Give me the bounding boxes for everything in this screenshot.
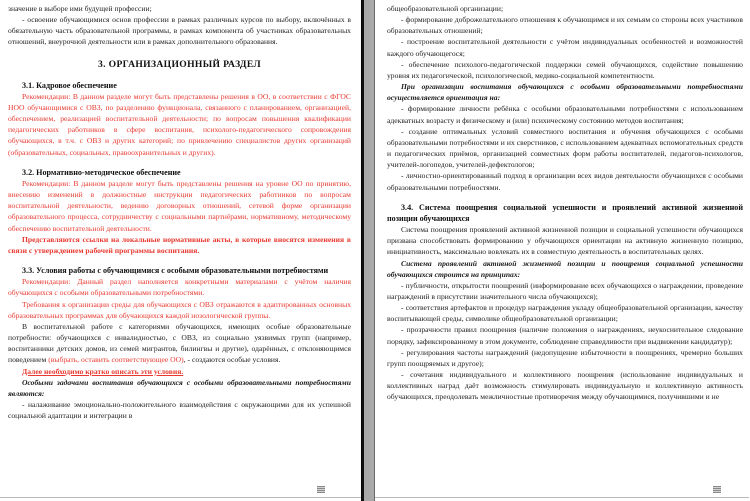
bullet-paragraph: - формирование личности ребёнка с особыми образовательными потребностями с использованием адекватных возрасту и физическому и (или) психическому состоянию методов воспитания; [387,104,743,125]
paragraph: общеобразовательной организации; [387,4,504,13]
subsection-heading-3-4: 3.4. Система поощрения социальной успешности и проявлений активной жизненной позиции обучающихся [387,202,743,223]
recommendation-paragraph: Рекомендации: В данном разделе могут быть представлены решения на уровне ОО по принятию, внесению изменений в должностные инструкции педагогических работников по вопросам воспитательной деятельности, ведению договорных отношений, сетевой форме организации образовательного процесса, сотрудничеству с социальными партнёрами, нормативному, методическому обеспечению воспитательной деятельности. [8,178,351,233]
categories-paragraph [8,321,351,366]
principles-lead: Система проявлений активной жизненной позиции и поощрения социальной успешности обучающихся строится на принципах: [387,258,743,279]
orientation-lead: При организации воспитания обучающихся с особыми образовательными потребностями осуществляется ориентация на: [387,82,743,103]
page-left-column [8,3,351,477]
paragraph: - освоение обучающимися основ профессии в рамках различных курсов по выбору, включённых в обязательную часть образовательной программы, в рамках компонента об участниках образовательных отношений, внеурочной деятельности или в рамках дополнительного образования. [8,15,351,47]
principle-item: - соответствия артефактов и процедур награждения укладу общеобразовательной организации, качеству воспитывающей среды, символике общеобразовательной организации; [387,303,743,324]
principle-item: - публичности, открытости поощрений (информирование всех обучающихся о награждении, проведение награждений в присутствии значительного числа обучающихся); [387,280,743,301]
categories-tail: , - создаются особые условия. [183,355,281,365]
page-bottom-edge [375,497,749,501]
subsection-heading-3-2: 3.2. Нормативно-методическое обеспечение [22,167,181,177]
page-number-left [317,486,325,493]
recommendation-paragraph: Рекомендации: В данном разделе могут быть представлены решения в ОО, в соответствии с ФГОС НОО обучающимися с ОВЗ, по разделению функционала, связанного с планированием, организацией, обеспечением, реализацией воспитательной деятельности; по вопросам повышения квалификации педагогических работников в сфере воспитания, психолого-педагогического сопровождения обучающихся, в т.ч. с ОВЗ и других категорий; по привлечению специалистов других организаций (образовательных, социальных, правоохранительных и других). [8,91,351,157]
bullet-paragraph: - создание оптимальных условий совместного воспитания и обучения обучающихся с особыми образовательными потребностями и их сверстников, с использованием адекватных вспомогательных средств и педагогических приёмов, организацией совместных форм работы воспитателей, педагогов-психологов, учителей-логопедов, учителей-дефектологов; [387,126,743,170]
special-tasks-lead: Особыми задачами воспитания обучающихся с особыми образовательными потребностями являются: [8,377,351,398]
paragraph: значение в выборе ими будущей профессии; [8,4,152,13]
principle-item: - сочетания индивидуального и коллективного поощрения (использование индивидуальных и коллективных наград даёт возможность стимулировать индивидуальную и коллективную активность обучающихся, преодолевать межличностные противоречия между обучающимися, получившими и не [387,370,743,402]
special-task-item: - налаживание эмоционально-положительного взаимодействия с окружающими для их успешной социальной адаптации и интеграции в [8,399,351,421]
page-right-column [387,3,743,477]
bullet-paragraph: - формирование доброжелательного отношения к обучающимся и их семьям со стороны всех участников образовательных отношений; [387,15,743,36]
section-heading: 3. ОРГАНИЗАЦИОННЫЙ РАЗДЕЛ [98,58,261,70]
recommendation-paragraph: Рекомендации: Данный раздел наполняется конкретными материалами с учётом наличия обучающихся с особыми образовательными потребностями. [8,277,351,298]
page-number-right [713,486,721,493]
categories-text: В воспитательной работе с категориями обучающихся, имеющих особые образовательные потребности: обучающихся с инвалидностью, с ОВЗ, из социально уязвимых групп (например, воспитанники детских домов, из семей мигрантов, билингвы и другие), одарённых, с отклоняющимся поведением [8,321,351,365]
local-acts-paragraph: Представляются ссылки на локальные нормативные акты, в которые вносятся изменения в связи с утверждением рабочей программы воспитания. [8,234,351,255]
subsection-heading-3-1: 3.1. Кадровое обеспечение [22,80,117,90]
describe-conditions-note: Далее необходимо кратко описать эти условия. [22,366,184,376]
page-right [375,0,749,501]
bullet-paragraph: - обеспечение психолого-педагогической поддержки семей обучающихся, содействие повышению уровня их педагогической, психологической, медико-социальной компетентности. [387,59,743,80]
subsection-heading-3-3: 3.3. Условия работы с обучающимися с особыми образовательными потребностями [22,266,329,276]
paragraph: Система поощрения проявлений активной жизненной позиции и социальной успешности обучающихся призвана способствовать формированию у обучающихся ориентации на активную жизненную позицию, инициативность, максимально вовлекать их в совместную деятельность в воспитательных целях. [387,225,743,257]
bullet-paragraph: - построение воспитательной деятельности с учётом индивидуальных особенностей и возможностей каждого обучающегося; [387,37,743,58]
principle-item: - прозрачности правил поощрения (наличие положения о награждениях, неукоснительное следование порядку, зафиксированному в этом документе, соблюдение справедливости при выдвижении кандидатур); [387,325,743,346]
bullet-paragraph: - личностно-ориентированный подход в организации всех видов деятельности обучающихся с особыми образовательными потребностями. [387,171,743,192]
page-gutter [362,0,375,501]
page-left [0,0,362,501]
page-bottom-edge [0,497,361,501]
choose-option-note: (выбрать, оставить соответствующее ОО) [48,355,184,365]
principle-item: - регулирования частоты награждений (недопущение избыточности в поощрениях, чремерно больших групп поощряемых и другое); [387,347,743,368]
requirements-paragraph: Требования к организации среды для обучающихся с ОВЗ отражаются в адаптированных основных образовательных программах для обучающихся каждой нозологической группы. [8,299,351,320]
